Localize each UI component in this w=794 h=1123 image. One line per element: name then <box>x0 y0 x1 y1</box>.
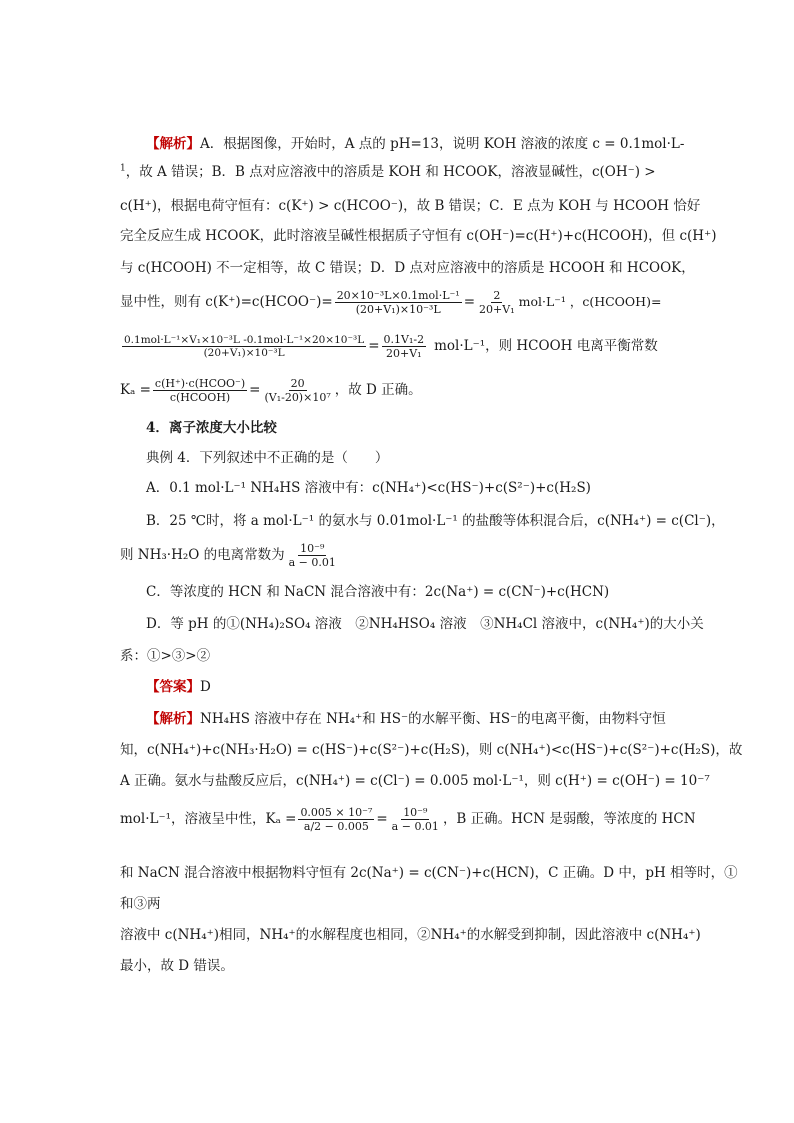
analysis-line-8: Kₐ = $\frac{\text{c(H⁺)·c(HCOO⁻)}}{\text{c(HCOOH)}}$ = $\frac{20}{\text{(V₁-20)×10⁷}}$ ，故 D 正确。 <box>120 376 422 404</box>
explanation-line-6: 和③两 <box>120 896 161 912</box>
fraction-ka-value: $\frac{20}{\text{(V₁-20)×10⁷}}$ <box>264 376 331 404</box>
explanation-line-8: 最小，故 D 错误。 <box>120 958 234 974</box>
option-d-line-1: D．等 pH 的①(NH₄)₂SO₄ 溶液 ②NH₄HSO₄ 溶液 ③NH₄Cl 溶液中，c(NH₄⁺)的大小关 <box>146 616 704 632</box>
question-title: 典例 4．下列叙述中不正确的是（ ） <box>146 450 389 466</box>
fraction-hcooh-conc: $\frac{\text{0.1mol·L⁻¹×V₁×10⁻³L -0.1mol·L⁻¹×20×10⁻³L}}{\text{(20+V₁)×10⁻³L}}$ <box>124 333 365 359</box>
option-a: A．0.1 mol·L⁻¹ NH₄HS 溶液中有：c(NH₄⁺)<c(HS⁻)+c(S²⁻)+c(H₂S) <box>146 480 591 496</box>
option-c: C．等浓度的 HCN 和 NaCN 混合溶液中有：2c(Na⁺) = c(CN⁻)+c(HCN) <box>146 584 610 600</box>
analysis-line-1: 【解析】A．根据图像，开始时，A 点的 pH=13，说明 KOH 溶液的浓度 c = 0.1mol·L- <box>146 136 685 152</box>
fraction-ka-calc: $\frac{\text{0.005 × 10⁻⁷}}{a/2 - 0.005}$ <box>300 805 373 833</box>
analysis-line-4: 完全反应生成 HCOOK，此时溶液呈碱性根据质子守恒有 c(OH⁻)=c(H⁺)+c(HCOOH)，但 c(H⁺) <box>120 228 717 244</box>
option-b-line-2: 则 NH₃·H₂O 的电离常数为 $\frac{\text{10⁻⁹}}{a - 0.01}$ <box>120 541 336 569</box>
option-b-line-1: B．25 ℃时，将 a mol·L⁻¹ 的氨水与 0.01mol·L⁻¹ 的盐酸等体积混合后，c(NH₄⁺) = c(Cl⁻)， <box>146 513 725 529</box>
explanation-line-5: 和 NaCN 混合溶液中根据物料守恒有 2c(Na⁺) = c(CN⁻)+c(HCN)，C 正确。D 中，pH 相等时，① <box>120 865 738 881</box>
fraction-ka-result: $\frac{\text{10⁻⁹}}{a - 0.01}$ <box>391 805 439 833</box>
analysis-tag: 【解析】 <box>146 136 200 152</box>
explanation-line-1: 【解析】NH₄HS 溶液中存在 NH₄⁺和 HS⁻的水解平衡、HS⁻的电离平衡，由物料守恒 <box>146 711 666 727</box>
fraction-kb: $\frac{\text{10⁻⁹}}{a - 0.01}$ <box>288 541 336 569</box>
explanation-line-3: A 正确。氨水与盐酸反应后，c(NH₄⁺) = c(Cl⁻) = 0.005 mol·L⁻¹，则 c(H⁺) = c(OH⁻) = 10⁻⁷ <box>120 773 710 789</box>
analysis-line-6: 显中性，则有 c(K⁺)=c(HCOO⁻)= $\frac{\text{20×10⁻³L×0.1mol·L⁻¹}}{\text{(20+V₁)×10⁻³L}}$ = $\frac{2}{\text{20+V₁}}$ mol·L⁻¹ ，c(HCOOH)= <box>120 288 662 316</box>
fraction-k-conc: $\frac{\text{20×10⁻³L×0.1mol·L⁻¹}}{\text{(20+V₁)×10⁻³L}}$ <box>336 288 460 316</box>
analysis-line-3: c(H⁺)，根据电荷守恒有：c(K⁺) > c(HCOO⁻)，故 B 错误；C．E 点为 KOH 与 HCOOH 恰好 <box>120 198 701 214</box>
option-d-line-2: 系：①>③>② <box>120 648 211 664</box>
fraction-ka-def: $\frac{\text{c(H⁺)·c(HCOO⁻)}}{\text{c(HCOOH)}}$ <box>154 376 246 404</box>
analysis-line-7: $\frac{\text{0.1mol·L⁻¹×V₁×10⁻³L -0.1mol·L⁻¹×20×10⁻³L}}{\text{(20+V₁)×10⁻³L}}$ = $\frac{\text{0.1V₁-2}}{\text{20+V₁}}$ mol·L⁻¹，则 HCOOH 电离平衡常数 <box>124 332 658 360</box>
answer-line <box>146 677 706 697</box>
explanation-tag: 【解析】 <box>146 711 200 727</box>
explanation-line-2: 知，c(NH₄⁺)+c(NH₃·H₂O) = c(HS⁻)+c(S²⁻)+c(H₂S)，则 c(NH₄⁺)<c(HS⁻)+c(S²⁻)+c(H₂S)，故 <box>120 742 743 758</box>
explanation-line-4: mol·L⁻¹，溶液呈中性，Kₐ = $\frac{\text{0.005 × 10⁻⁷}}{a/2 - 0.005}$ = $\frac{\text{10⁻⁹}}{a - 0.01}$ ，B 正确。HCN 是弱酸，等浓度的 HCN <box>120 805 696 833</box>
section-heading: 4．离子浓度大小比较 <box>146 420 277 436</box>
analysis-line-2: $^1$，故 A 错误；B．B 点对应溶液中的溶质是 KOH 和 HCOOK，溶液显碱性，c(OH⁻) > <box>120 163 656 180</box>
analysis-line-5: 与 c(HCOOH) 不一定相等，故 C 错误；D．D 点对应溶液中的溶质是 HCOOH 和 HCOOK， <box>120 260 695 276</box>
answer-value: D <box>200 679 211 695</box>
explanation-line-7: 溶液中 c(NH₄⁺)相同，NH₄⁺的水解程度也相同，②NH₄⁺的水解受到抑制，因此溶液中 c(NH₄⁺) <box>120 927 701 943</box>
answer-tag: 【答案】 <box>146 679 200 695</box>
fraction-simplified: $\frac{2}{\text{20+V₁}}$ <box>479 288 515 316</box>
fraction-hcooh-simplified: $\frac{\text{0.1V₁-2}}{\text{20+V₁}}$ <box>383 332 425 360</box>
